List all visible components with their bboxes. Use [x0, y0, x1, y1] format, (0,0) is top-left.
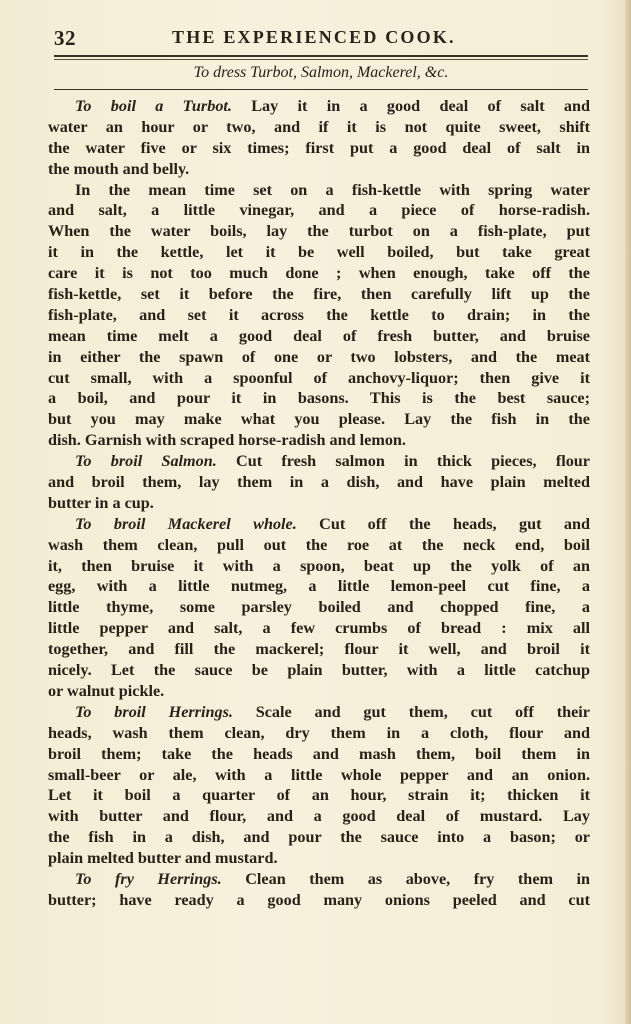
text-line: [48, 765, 590, 786]
line-text: wash them clean, pull out the roe at the neck end, boil: [48, 535, 590, 554]
line-text: in either the spawn of one or two lobsters, and the meat: [48, 347, 590, 366]
line-text: the water five or six times; first put a good deal of salt in: [48, 138, 590, 157]
text-line: [48, 660, 590, 681]
text-line: [48, 263, 590, 284]
recipe-title: To broil Mackerel whole.: [75, 514, 297, 533]
recipe-title: To fry Herrings.: [75, 869, 222, 888]
text-line: [48, 451, 590, 472]
text-line: [48, 576, 590, 597]
header-rule-thick: [54, 55, 588, 57]
line-text: fish-plate, and set it across the kettle to drain; in the: [48, 305, 590, 324]
text-line: [48, 138, 590, 159]
line-text: Cut off the heads, gut and: [296, 514, 590, 533]
text-line: [48, 96, 590, 117]
text-line: [48, 785, 590, 806]
text-line: [48, 159, 590, 180]
recipe-text: [48, 96, 590, 911]
text-line: [48, 806, 590, 827]
page-edge: [625, 0, 631, 1024]
line-text: fish-kettle, set it before the fire, then carefully lift up the: [48, 285, 590, 304]
text-line: [48, 597, 590, 618]
text-line: [48, 639, 590, 660]
text-line: [48, 200, 590, 221]
text-line: [48, 472, 590, 493]
line-text: and salt, a little vinegar, and a piece of horse-radish.: [48, 201, 590, 220]
line-text: heads, wash them clean, dry them in a cloth, flour and: [48, 723, 590, 742]
text-line: [48, 744, 590, 765]
line-text: Scale and gut them, cut off their: [232, 702, 590, 721]
book-title: THE EXPERIENCED COOK.: [172, 27, 456, 47]
line-text: In the mean time set on a fish-kettle with spring water: [75, 180, 590, 199]
line-text: and broil them, lay them in a dish, and have plain melted: [48, 473, 590, 492]
text-line: [48, 347, 590, 368]
running-head: [0, 26, 631, 50]
line-text: the fish in a dish, and pour the sauce into a bason; or: [48, 828, 590, 847]
page-number: 32: [54, 26, 76, 50]
text-line: [48, 326, 590, 347]
line-text: Lay it in a good deal of salt and: [231, 97, 590, 115]
text-line: [48, 723, 590, 744]
text-line: [48, 284, 590, 305]
line-text: butter in a cup.: [48, 493, 154, 512]
line-text: nicely. Let the sauce be plain butter, with a little catchup: [48, 661, 590, 680]
text-line: [48, 221, 590, 242]
text-line: [48, 535, 590, 556]
line-text: butter; have ready a good many onions peeled and cut: [48, 890, 590, 909]
text-line: [48, 117, 590, 138]
text-line: [48, 702, 590, 723]
line-text: it, then bruise it with a spoon, beat up the yolk of an: [48, 556, 590, 575]
text-line: [48, 305, 590, 326]
text-line: [48, 514, 590, 535]
line-text: the mouth and belly.: [48, 159, 190, 178]
line-text: little thyme, some parsley boiled and chopped fine, a: [48, 598, 590, 617]
line-text: plain melted butter and mustard.: [48, 849, 278, 868]
text-line: [48, 242, 590, 263]
text-line: [48, 430, 590, 451]
line-text: Clean them as above, fry them in: [221, 869, 590, 888]
line-text: small-beer or ale, with a little whole pepper and an onion.: [48, 765, 590, 784]
line-text: a boil, and pour it in basons. This is the best sauce;: [48, 389, 590, 408]
line-text: or walnut pickle.: [48, 681, 165, 700]
text-line: [48, 409, 590, 430]
line-text: cut small, with a spoonful of anchovy-liquor; then give it: [48, 368, 590, 387]
section-rule: [54, 89, 588, 90]
line-text: water an hour or two, and if it is not quite sweet, shift: [48, 117, 590, 136]
header-rule-thin: [54, 59, 588, 60]
text-line: [48, 890, 590, 911]
text-line: [48, 827, 590, 848]
text-line: [48, 368, 590, 389]
line-text: care it is not too much done ; when enough, take off the: [48, 264, 590, 283]
recipe-title: To broil Herrings.: [75, 702, 233, 721]
line-text: broil them; take the heads and mash them, boil them in: [48, 744, 590, 763]
recipe-title: To broil Salmon.: [75, 452, 217, 471]
text-line: [48, 618, 590, 639]
text-line: [48, 848, 590, 869]
recipe-title: To boil a Turbot.: [75, 97, 232, 115]
text-line: [48, 869, 590, 890]
line-text: it in the kettle, let it be well boiled, but take great: [48, 243, 590, 262]
text-line: [48, 388, 590, 409]
line-text: together, and fill the mackerel; flour it well, and broil it: [48, 640, 590, 659]
line-text: Let it boil a quarter of an hour, strain it; thicken it: [48, 786, 590, 805]
line-text: When the water boils, lay the turbot on a fish-plate, put: [48, 222, 590, 241]
line-text: dish. Garnish with scraped horse-radish and lemon.: [48, 431, 406, 450]
text-line: [48, 681, 590, 702]
text-line: [48, 556, 590, 577]
line-text: egg, with a little nutmeg, a little lemon-peel cut fine, a: [48, 577, 590, 596]
line-text: Cut fresh salmon in thick pieces, flour: [216, 452, 590, 471]
text-line: [48, 180, 590, 201]
line-text: little pepper and salt, a few crumbs of bread : mix all: [48, 619, 590, 638]
text-line: [48, 493, 590, 514]
line-text: with butter and flour, and a good deal of mustard. Lay: [48, 807, 590, 826]
section-heading: To dress Turbot, Salmon, Mackerel, &c.: [193, 64, 449, 81]
line-text: mean time melt a good deal of fresh butter, and bruise: [48, 326, 590, 345]
line-text: but you may make what you please. Lay the fish in the: [48, 410, 590, 429]
